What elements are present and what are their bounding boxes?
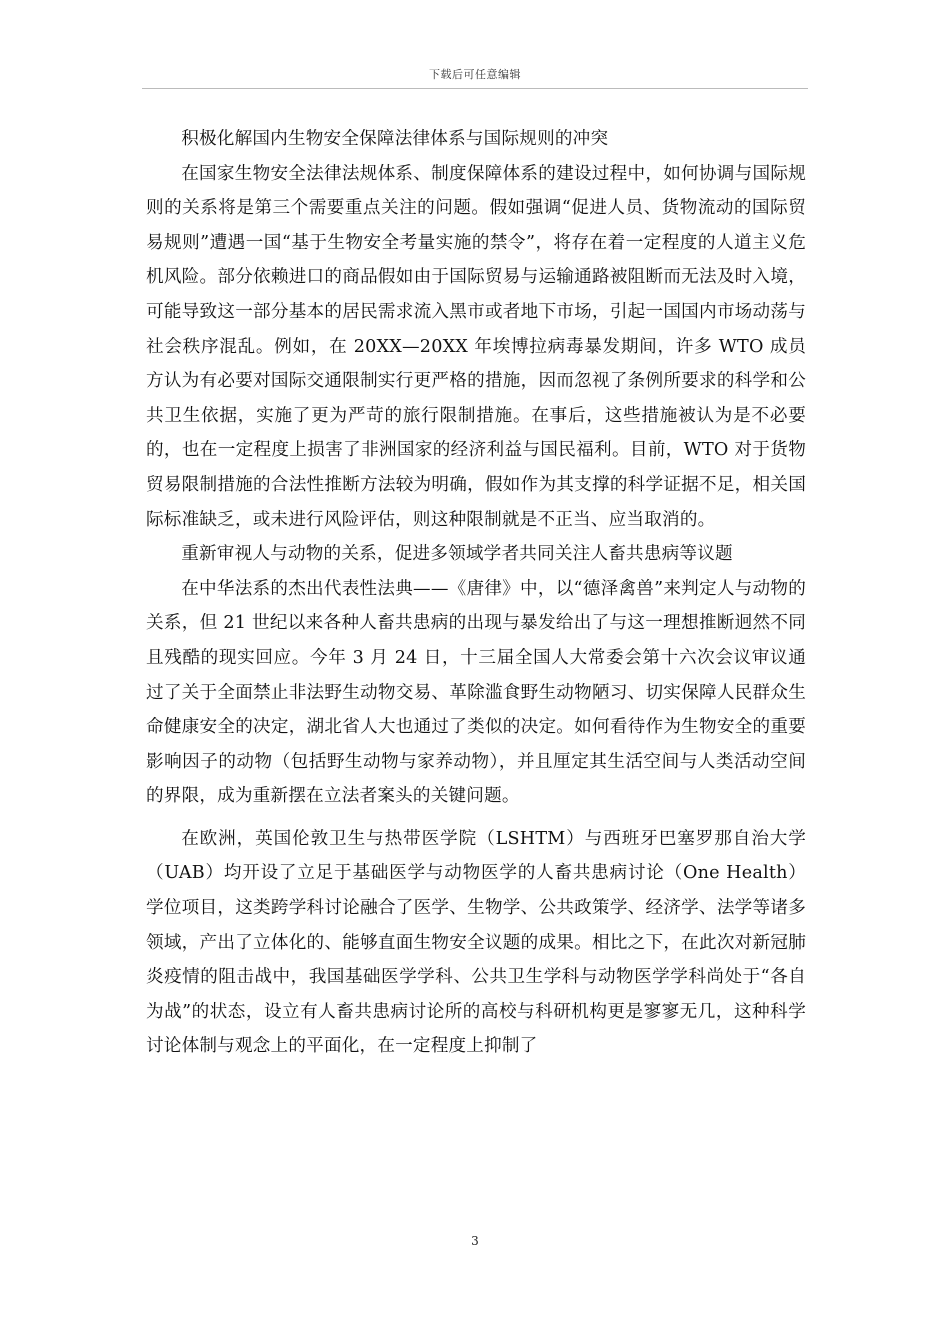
body-paragraph: 在欧洲，英国伦敦卫生与热带医学院（LSHTM）与西班牙巴塞罗那自治大学（UAB）均开设了立足于基础医学与动物医学的人畜共患病讨论（One Health）学位项目，这类跨学科讨论融合了医学、生物学、公共政策学、经济学、法学等诸多领域，产出了立体化的、能够直面生物安全议题的成果。相比之下，在此次对新冠肺炎疫情的阻击战中，我国基础医学学科、公共卫生学科与动物医学学科尚处于“各自为战”的状态，设立有人畜共患病讨论所的高校与科研机构更是寥寥无几，这种科学讨论体制与观念上的平面化，在一定程度上抑制了 <box>146 828 806 1057</box>
page-header: 下载后可任意编辑 <box>429 68 521 81</box>
body-paragraph: 在国家生物安全法律法规体系、制度保障体系的建设过程中，如何协调与国际规则的关系将是第三个需要重点关注的问题。假如强调“促进人员、货物流动的国际贸易规则”遭遇一国“基于生物安全考量实施的禁令”，将存在着一定程度的人道主义危机风险。部分依赖进口的商品假如由于国际贸易与运输通路被阻断而无法及时入境，可能导致这一部分基本的居民需求流入黑市或者地下市场，引起一国国内市场动荡与社会秩序混乱。例如，在 20XX—20XX 年埃博拉病毒暴发期间，许多 WTO 成员方认为有必要对国际交通限制实行更严格的措施，因而忽视了条例所要求的科学和公共卫生依据，实施了更为严苛的旅行限制措施。在事后，这些措施被认为是不必要的，也在一定程度上损害了非洲国家的经济利益与国民福利。目前，WTO 对于货物贸易限制措施的合法性推断方法较为明确，假如作为其支撑的科学证据不足，相关国际标准缺乏，或未进行风险评估，则这种限制就是不正当、应当取消的。 <box>146 163 806 530</box>
header-divider <box>142 88 808 89</box>
page-number: 3 <box>471 1234 479 1248</box>
body-paragraph: 在中华法系的杰出代表性法典——《唐律》中，以“德泽禽兽”来判定人与动物的关系，但 21 世纪以来各种人畜共患病的出现与暴发给出了与这一理想推断迥然不同且残酷的现实回应。今年 3 月 24 日，十三届全国人大常委会第十六次会议审议通过了关于全面禁止非法野生动物交易、革除滥食野生动物陋习、切实保障人民群众生命健康安全的决定，湖北省人大也通过了类似的决定。如何看待作为生物安全的重要影响因子的动物（包括野生动物与家养动物），并且厘定其生活空间与人类活动空间的界限，成为重新摆在立法者案头的关键问题。 <box>146 578 806 807</box>
section-heading: 重新审视人与动物的关系，促进多领域学者共同关注人畜共患病等议题 <box>181 544 733 565</box>
section-heading: 积极化解国内生物安全保障法律体系与国际规则的冲突 <box>181 129 609 149</box>
document-body <box>146 122 806 1064</box>
